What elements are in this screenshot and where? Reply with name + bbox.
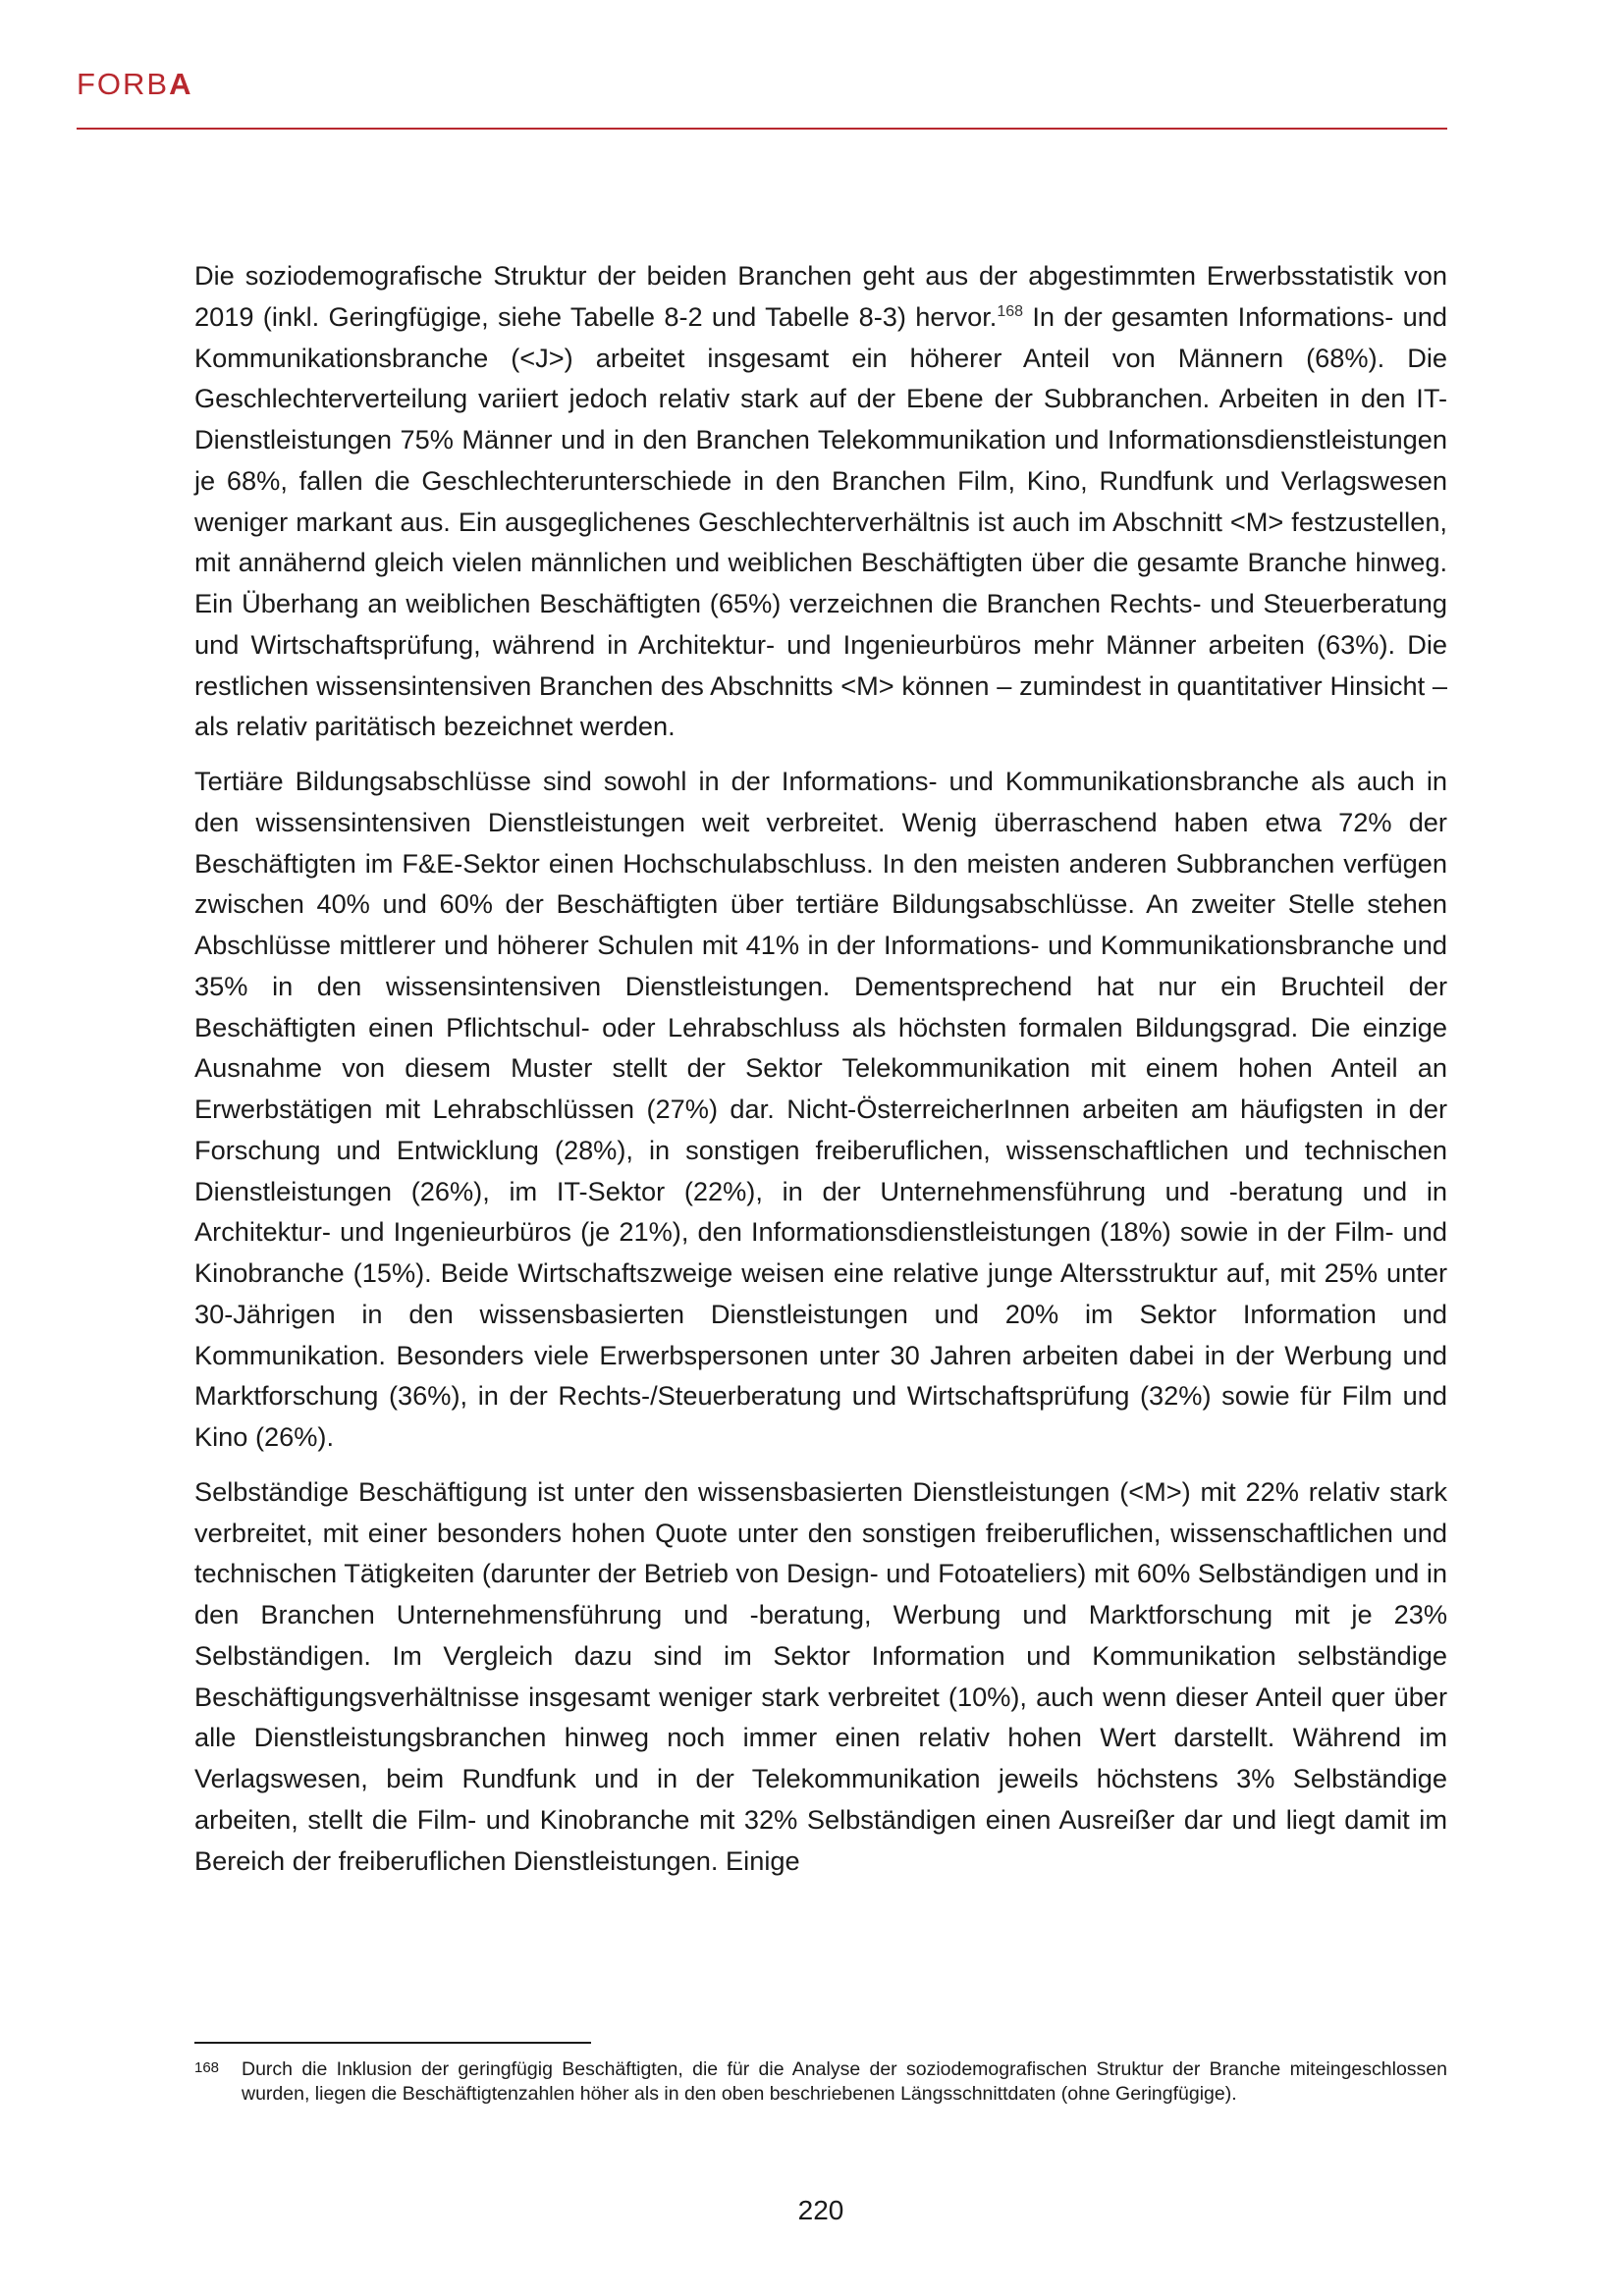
paragraph-3: Selbständige Beschäftigung ist unter den wissensbasierten Dienstleistungen (<M>) mit 22% relativ stark verbreitet, mit einer besonders hohen Quote unter den sonstigen freiberuflichen, wissenschaftlichen und technischen Tätigkeiten (darunter der Betrieb von Design- und Fotoateliers) mit 60% Selbständigen und in den Branchen Unternehmensführung und -beratung, Werbung und Marktforschung mit je 23% Selbständigen. Im Vergleich dazu sind im Sektor Information und Kommunikation selbständige Beschäftigungsverhältnisse insgesamt weniger stark verbreitet (10%), auch wenn dieser Anteil quer über alle Dienstleistungsbranchen hinweg noch immer einen relativ hohen Wert darstellt. Während im Verlagswesen, beim Rundfunk und in der Telekommunikation jeweils höchstens 3% Selbständige arbeiten, stellt die Film- und Kinobranche mit 32% Selbständigen einen Ausreißer dar und liegt damit im Bereich der freiberuflichen Dienstleistungen. Einige [194, 1475, 1447, 1876]
logo-bold-text: A [169, 67, 193, 101]
paragraph-1 [194, 255, 1447, 747]
page-number: 220 [797, 2195, 844, 2225]
logo-regular-text: FORB [77, 67, 170, 101]
paragraph-1-text-after-footnote: In der gesamten Informations- und Kommunikationsbranche (<J>) arbeitet insgesamt ein höherer Anteil von Männern (68%). Die Geschlechterverteilung variiert jedoch relativ stark auf der Ebene der Subbranchen. Arbeiten in den IT-Dienstleistungen 75% Männer und in den Branchen Telekommunikation und Informationsdienstleistungen je 68%, fallen die Geschlechterunterschiede in den Branchen Film, Kino, Rundfunk und Verlagswesen weniger markant aus. Ein ausgeglichenes Geschlechterverhältnis ist auch im Abschnitt <M> festzustellen, mit annähernd gleich vielen männlichen und weiblichen Beschäftigten über die gesamte Branche hinweg. Ein Überhang an weiblichen Beschäftigten (65%) verzeichnen die Branchen Rechts- und Steuerberatung und Wirtschaftsprüfung, während in Architektur- und Ingenieurbüros mehr Männer arbeiten (63%). Die restlichen wissensintensiven Branchen des Abschnitts <M> können – zumindest in quantitativer Hinsicht – als relativ paritätisch bezeichnet werden. [194, 300, 1447, 742]
footnote-reference-168[interactable]: 168 [997, 302, 1024, 320]
forba-logo [77, 69, 193, 99]
header-divider [77, 128, 1447, 130]
footnote-168 [194, 2057, 1447, 2107]
body-text [194, 255, 1447, 1895]
footnote-text: Durch die Inklusion der geringfügig Beschäftigten, die für die Analyse der soziodemografischen Struktur der Branche miteingeschlossen wurden, liegen die Beschäftigtenzahlen höher als in den oben beschriebenen Längsschnittdaten (ohne Geringfügige). [242, 2058, 1447, 2105]
footnote-number: 168 [194, 2059, 220, 2076]
footnote-divider [194, 2042, 591, 2044]
paragraph-2: Tertiäre Bildungsabschlüsse sind sowohl in der Informations- und Kommunikationsbranche als auch in den wissensintensiven Dienstleistungen weit verbreitet. Wenig überraschend haben etwa 72% der Beschäftigten im F&E-Sektor einen Hochschulabschluss. In den meisten anderen Subbranchen verfügen zwischen 40% und 60% der Beschäftigten über tertiäre Bildungsabschlüsse. An zweiter Stelle stehen Abschlüsse mittlerer und höherer Schulen mit 41% in der Informations- und Kommunikationsbranche und 35% in den wissensintensiven Dienstleistungen. Dementsprechend hat nur ein Bruchteil der Beschäftigten einen Pflichtschul- oder Lehrabschluss als höchsten formalen Bildungsgrad. Die einzige Ausnahme von diesem Muster stellt der Sektor Telekommunikation mit einem hohen Anteil an Erwerbstätigen mit Lehrabschlüssen (27%) dar. Nicht-ÖsterreicherInnen arbeiten am häufigsten in der Forschung und Entwicklung (28%), in sonstigen freiberuflichen, wissenschaftlichen und technischen Dienstleistungen (26%), im IT-Sektor (22%), in der Unternehmensführung und -beratung und in Architektur- und Ingenieurbüros (je 21%), den Informationsdienstleistungen (18%) sowie in der Film- und Kinobranche (15%). Beide Wirtschaftszweige weisen eine relative junge Altersstruktur auf, mit 25% unter 30-Jährigen in den wissensbasierten Dienstleistungen und 20% im Sektor Information und Kommunikation. Besonders viele Erwerbspersonen unter 30 Jahren arbeiten dabei in der Werbung und Marktforschung (36%), in der Rechts-/Steuerberatung und Wirtschaftsprüfung (32%) sowie für Film und Kino (26%). [194, 766, 1447, 1452]
paragraph-1-text-before-footnote: Die soziodemografische Struktur der beiden Branchen geht aus der abgestimmten Erwerbsstatistik von 2019 (inkl. Geringfügige, siehe Tabelle 8-2 und Tabelle 8-3) hervor. [194, 260, 1447, 332]
